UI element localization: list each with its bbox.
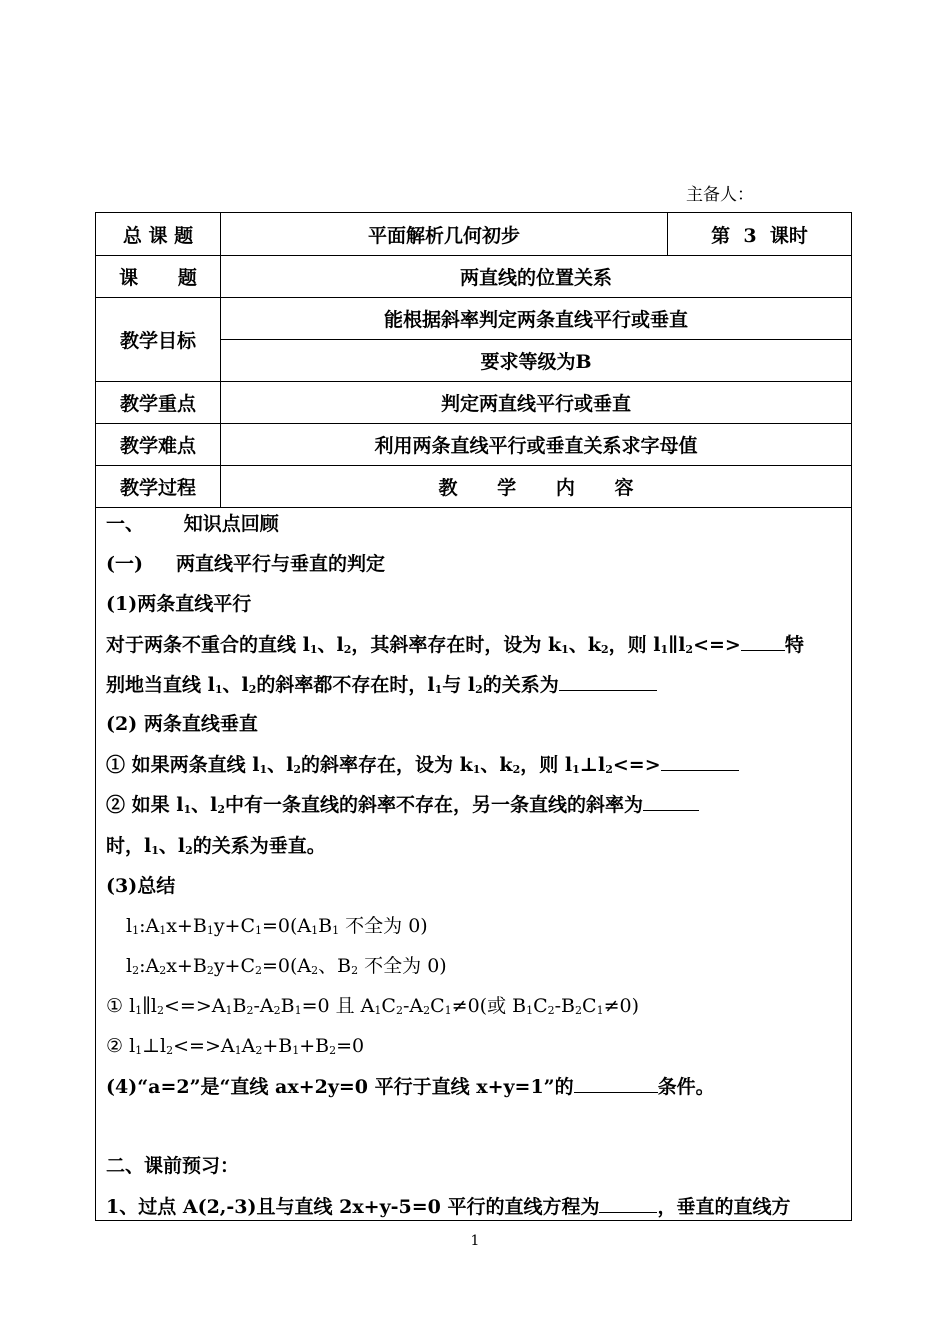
perpendicular-line-2: ② 如果 $l_1$、$l_2$中有一条直线的斜率不存在，另一条直线的斜率为 bbox=[106, 792, 699, 822]
answer-blank[interactable] bbox=[643, 792, 699, 811]
preparer-label: 主备人： bbox=[686, 185, 754, 205]
answer-blank[interactable] bbox=[574, 1074, 658, 1093]
answer-blank[interactable] bbox=[559, 672, 657, 691]
general-topic-label: 总 课 题 bbox=[96, 213, 221, 256]
parallel-condition: ① $l_1\parallel l_2<=>A_1B_2-A_2B_1=0$ 且 $A_1C_2-A_2C_1\ne 0$(或 $B_1C_2-B_2C_1\ne 0$) bbox=[106, 995, 639, 1017]
objective-1: 能根据斜率判定两条直线平行或垂直 bbox=[221, 298, 852, 340]
key-points: 判定两直线平行或垂直 bbox=[221, 382, 852, 424]
line-2-equation: $l_2:A_2x+B_2y+C_2=0(A_2$、$B_2$ 不全为 0) bbox=[126, 955, 447, 977]
parallel-title: (1)两条直线平行 bbox=[106, 593, 252, 615]
general-topic: 平面解析几何初步 bbox=[221, 213, 668, 256]
section-1-subtitle: (一) 两直线平行与垂直的判定 bbox=[106, 553, 386, 575]
parallel-line-2: 别地当直线 $l_1$、$l_2$的斜率都不存在时，$l_1$与 $l_2$的关系为 bbox=[106, 672, 657, 702]
summary-title: (3)总结 bbox=[106, 875, 176, 897]
exercise-1: 1、过点 A(2,-3)且与直线 2x+y-5=0 平行的直线方程为 ，垂直的直线方 bbox=[106, 1196, 791, 1218]
key-points-label: 教学重点 bbox=[96, 382, 221, 424]
objectives-label: 教学目标 bbox=[96, 298, 221, 382]
line-1-equation: $l_1:A_1x+B_1y+C_1=0(A_1B_1$ 不全为 0) bbox=[126, 915, 428, 937]
lesson-plan-table bbox=[95, 212, 852, 1221]
difficulties-label: 教学难点 bbox=[96, 424, 221, 466]
lesson-content bbox=[96, 508, 852, 1221]
section-2-title: 二、课前预习： bbox=[106, 1155, 240, 1177]
process-label: 教学过程 bbox=[96, 466, 221, 508]
perpendicular-title: (2) 两条直线垂直 bbox=[106, 713, 258, 735]
perpendicular-condition: ② $l_1\perp l_2<=>A_1A_2+B_1+B_2=0$ bbox=[106, 1035, 365, 1057]
parallel-line-1: 对于两条不重合的直线 $l_1$、$l_2$，其斜率存在时，设为 $k_1$、$k_2$，则 $l_1\parallel l_2<=>$ 特 bbox=[106, 634, 804, 656]
content-label: 教 学 内 容 bbox=[221, 466, 852, 508]
page-number: 1 bbox=[470, 1233, 480, 1249]
answer-blank[interactable] bbox=[599, 1194, 657, 1213]
topic: 两直线的位置关系 bbox=[221, 256, 852, 298]
answer-blank[interactable] bbox=[661, 752, 739, 771]
question-4: (4)“a=2”是“直线 ax+2y=0 平行于直线 x+y=1”的 条件。 bbox=[106, 1076, 715, 1098]
answer-blank[interactable] bbox=[741, 632, 785, 651]
section-1-title: 一、 知识点回顾 bbox=[106, 513, 279, 535]
perpendicular-line-3: 时，$l_1$、$l_2$的关系为垂直。 bbox=[106, 835, 326, 857]
lesson-number: 第 3 课时 bbox=[668, 213, 852, 256]
difficulties: 利用两条直线平行或垂直关系求字母值 bbox=[221, 424, 852, 466]
topic-label: 课 题 bbox=[96, 256, 221, 298]
perpendicular-line-1: ① 如果两条直线 $l_1$、$l_2$的斜率存在，设为 $k_1$、$k_2$，则 $l_1\perp l_2<=>$ bbox=[106, 752, 739, 782]
objective-2: 要求等级为B bbox=[221, 340, 852, 382]
